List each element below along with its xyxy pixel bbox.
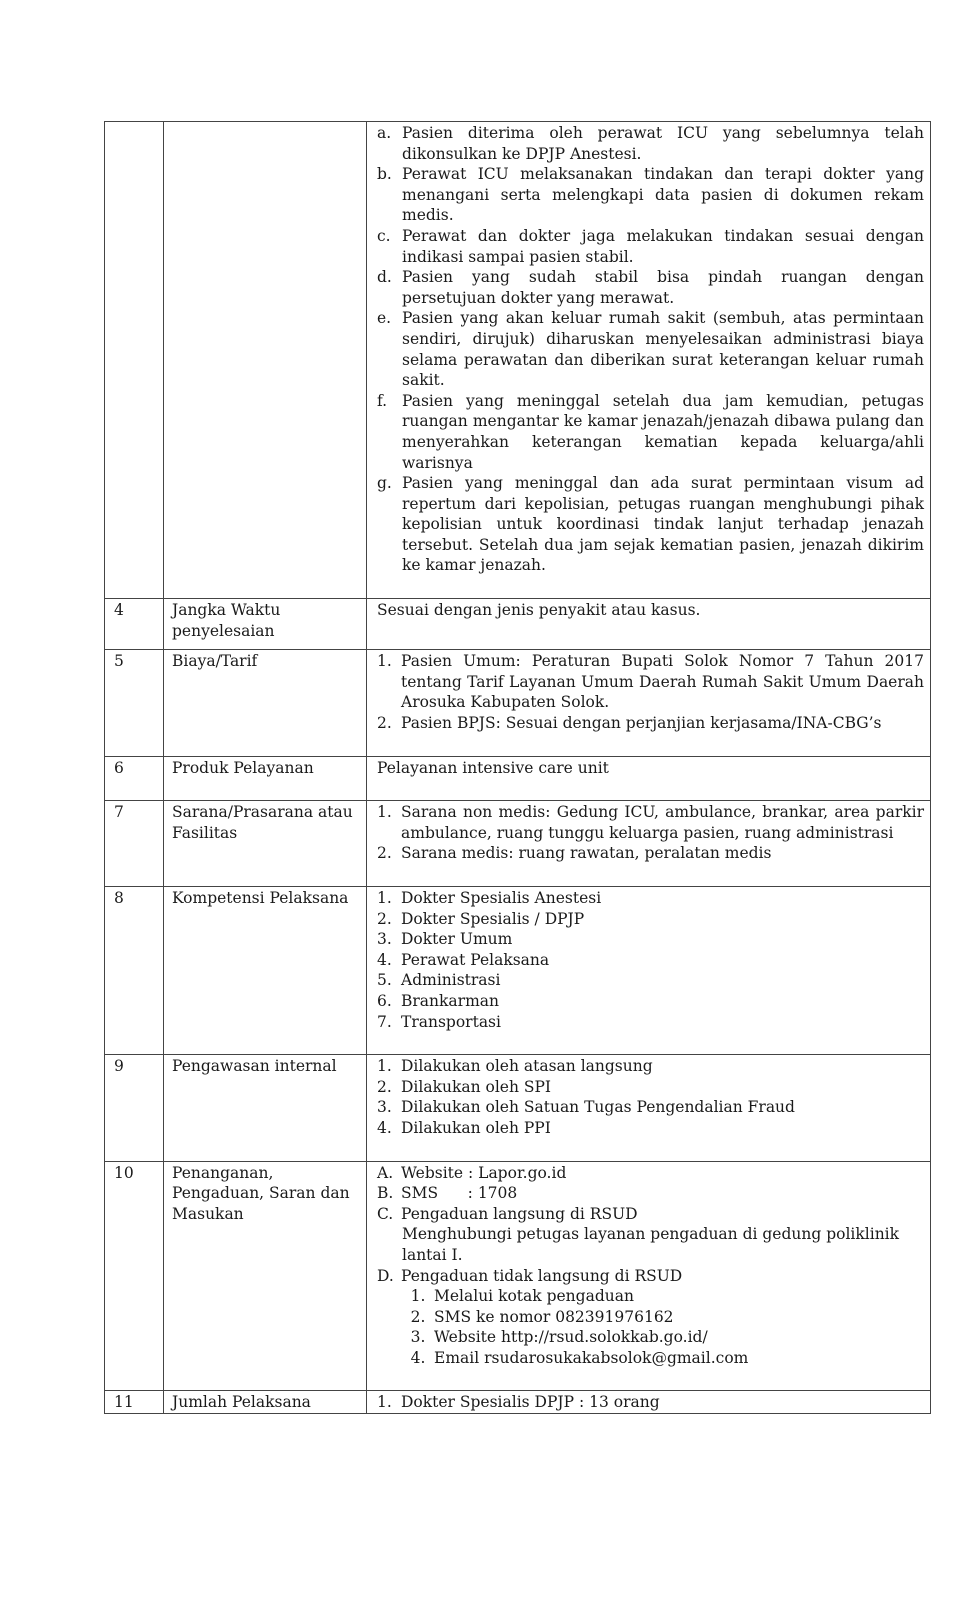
list-text: Pasien yang akan keluar rumah sakit (sembuh, atas permintaan sendiri, dirujuk) diharuskan menyelesaikan administrasi biaya selama perawatan dan diberikan surat keterangan keluar rumah sakit. <box>402 309 924 390</box>
row-label: Kompetensi Pelaksana <box>164 887 367 1055</box>
list-marker: 2. <box>377 909 392 928</box>
list-text: Email rsudarosukakabsolok@gmail.com <box>434 1348 749 1367</box>
table-row <box>105 1161 931 1391</box>
row-label: Jangka Waktu penyelesaian <box>164 599 367 650</box>
list-text: Dilakukan oleh PPI <box>401 1118 551 1137</box>
list-item <box>377 991 924 1012</box>
complaint-list <box>377 1163 924 1287</box>
row-label: Sarana/Prasarana atau Fasilitas <box>164 801 367 887</box>
row-content <box>367 650 931 756</box>
list-text: Dilakukan oleh atasan langsung <box>401 1057 653 1076</box>
list-item <box>377 391 924 473</box>
row-content: Sesuai dengan jenis penyakit atau kasus. <box>367 599 931 650</box>
list-item <box>377 164 924 226</box>
list-item <box>377 843 924 864</box>
list-text: Website : Lapor.go.id <box>401 1163 567 1182</box>
list-marker: 7. <box>377 1012 392 1031</box>
list-text: Sarana non medis: Gedung ICU, ambulance, brankar, area parkir ambulance, ruang tunggu keluarga pasien, ruang administrasi <box>401 803 924 842</box>
list-text: Pasien Umum: Peraturan Bupati Solok Nomor 7 Tahun 2017 tentang Tarif Layanan Umum Daerah Rumah Sakit Umum Daerah Arosuka Kabupaten Solok. <box>401 652 924 712</box>
list-marker: c. <box>377 226 391 245</box>
service-standard-table <box>104 121 931 1414</box>
list-text: Brankarman <box>401 991 499 1010</box>
list-marker: g. <box>377 474 392 493</box>
list-text: SMS ke nomor 082391976162 <box>434 1307 674 1326</box>
list-text: Dilakukan oleh SPI <box>401 1077 552 1096</box>
row-number: 5 <box>105 650 164 756</box>
list-item <box>402 1327 924 1348</box>
list-text: Pengaduan tidak langsung di RSUD <box>401 1266 683 1285</box>
list-item <box>377 1204 924 1225</box>
list-item <box>377 802 924 843</box>
list-item <box>377 473 924 576</box>
list-marker: 4. <box>377 950 392 969</box>
list-item <box>377 226 924 267</box>
list-text: Dilakukan oleh Satuan Tugas Pengendalian Fraud <box>401 1098 795 1117</box>
row-content <box>367 1391 931 1414</box>
list-marker: 4. <box>377 1118 392 1137</box>
list-text: Pasien BPJS: Sesuai dengan perjanjian kerjasama/INA-CBG’s <box>401 714 882 733</box>
row-label-cell <box>164 122 367 599</box>
table-row <box>105 599 931 650</box>
list-item <box>377 1163 924 1184</box>
list-marker: 6. <box>377 991 392 1010</box>
row-label: Jumlah Pelaksana <box>164 1391 367 1414</box>
indirect-complaint-list <box>402 1286 924 1368</box>
row-number: 6 <box>105 756 164 801</box>
list-item <box>377 1118 924 1139</box>
table-row <box>105 801 931 887</box>
list-item <box>377 1012 924 1033</box>
list-item <box>377 1056 924 1077</box>
list-marker: 2. <box>377 844 392 863</box>
row-number: 8 <box>105 887 164 1055</box>
row-number: 4 <box>105 599 164 650</box>
list-marker: 4. <box>410 1348 426 1367</box>
list-marker: 2. <box>410 1307 426 1326</box>
row-label: Produk Pelayanan <box>164 756 367 801</box>
procedure-list <box>377 123 924 576</box>
list-detail-text: Menghubungi petugas layanan pengaduan di gedung poliklinik lantai I. <box>402 1225 900 1264</box>
list-marker: 2. <box>377 714 392 733</box>
row-content <box>367 1161 931 1391</box>
list-marker: 5. <box>377 971 392 990</box>
list-text: Pasien yang meninggal dan ada surat permintaan visum ad repertum dari kepolisian, petugas ruangan menghubungi pihak kepolisian untuk koordinasi tindak lanjut terhadap jenazah tersebut. Setelah dua jam sejak kematian pasien, jenazah dikirim ke kamar jenazah. <box>402 474 924 575</box>
list-text: Perawat ICU melaksanakan tindakan dan terapi dokter yang menangani serta melengkapi data pasien di dokumen rekam medis. <box>402 165 924 225</box>
list-marker: f. <box>377 391 388 410</box>
list-marker: 2. <box>377 1077 392 1096</box>
list-marker: B. <box>377 1184 394 1203</box>
list-marker: 3. <box>377 930 392 949</box>
list-text: Administrasi <box>401 971 501 990</box>
row-content: Pelayanan intensive care unit <box>367 756 931 801</box>
list-item <box>377 267 924 308</box>
list-text: Dokter Spesialis DPJP : 13 orang <box>401 1393 660 1412</box>
list-item <box>402 1348 924 1369</box>
list-item <box>377 308 924 390</box>
list-text: Dokter Spesialis / DPJP <box>401 909 585 928</box>
list-text: Melalui kotak pengaduan <box>434 1287 634 1306</box>
table-row <box>105 756 931 801</box>
document-page <box>104 121 924 1414</box>
competency-list <box>377 888 924 1032</box>
list-item <box>377 929 924 950</box>
row-number: 11 <box>105 1391 164 1414</box>
table-row <box>105 1055 931 1161</box>
list-text: Dokter Umum <box>401 930 513 949</box>
row-label: Pengawasan internal <box>164 1055 367 1161</box>
list-item <box>377 909 924 930</box>
list-marker: 1. <box>377 1393 392 1412</box>
list-item <box>377 1077 924 1098</box>
list-item <box>377 1266 924 1287</box>
list-text: Perawat Pelaksana <box>401 950 550 969</box>
list-text: Website http://rsud.solokkab.go.id/ <box>434 1328 708 1347</box>
table-row <box>105 122 931 599</box>
list-text: Pasien diterima oleh perawat ICU yang sebelumnya telah dikonsulkan ke DPJP Anestesi. <box>402 124 924 163</box>
list-marker: 3. <box>377 1098 392 1117</box>
row-content <box>367 801 931 887</box>
facility-list <box>377 802 924 864</box>
list-text: Transportasi <box>401 1012 501 1031</box>
list-marker: 1. <box>377 1057 392 1076</box>
list-text: Pasien yang meninggal setelah dua jam kemudian, petugas ruangan mengantar ke kamar jenazah/jenazah dibawa pulang dan menyerahkan keterangan kematian kepada keluarga/ahli warisnya <box>402 391 924 472</box>
list-marker: d. <box>377 268 392 287</box>
list-marker: 3. <box>410 1328 426 1347</box>
row-content <box>367 887 931 1055</box>
list-item <box>377 1097 924 1118</box>
supervision-list <box>377 1056 924 1138</box>
list-marker: D. <box>377 1266 394 1285</box>
list-marker: 1. <box>377 889 392 907</box>
list-marker: C. <box>377 1204 394 1223</box>
row-number: 10 <box>105 1161 164 1391</box>
tariff-list <box>377 651 924 733</box>
list-item <box>377 888 924 909</box>
list-text: Perawat dan dokter jaga melakukan tindakan sesuai dengan indikasi sampai pasien stabil. <box>402 226 924 266</box>
list-item <box>377 713 924 734</box>
list-item <box>377 970 924 991</box>
row-label: Penanganan, Pengaduan, Saran dan Masukan <box>164 1161 367 1391</box>
list-text: Pengaduan langsung di RSUD <box>401 1204 638 1223</box>
list-marker: 1. <box>410 1287 426 1306</box>
list-item <box>377 1183 924 1204</box>
list-marker: b. <box>377 165 392 184</box>
list-marker: 1. <box>377 652 392 671</box>
list-text: Sarana medis: ruang rawatan, peralatan medis <box>401 844 772 863</box>
row-number-cell <box>105 122 164 599</box>
list-item <box>402 1307 924 1328</box>
row-label: Biaya/Tarif <box>164 650 367 756</box>
list-text: SMS : 1708 <box>401 1184 518 1203</box>
row-number: 7 <box>105 801 164 887</box>
list-item <box>377 1392 924 1413</box>
list-marker: 1. <box>377 803 392 822</box>
list-marker: a. <box>377 124 392 142</box>
row-content <box>367 1055 931 1161</box>
list-text: Pasien yang sudah stabil bisa pindah ruangan dengan persetujuan dokter yang merawat. <box>402 268 924 307</box>
table-row <box>105 887 931 1055</box>
list-item <box>377 123 924 164</box>
list-item <box>377 950 924 971</box>
table-row <box>105 650 931 756</box>
list-marker: A. <box>377 1163 394 1182</box>
list-marker: e. <box>377 309 392 328</box>
list-item <box>377 651 924 713</box>
staff-count-list <box>377 1392 924 1413</box>
row-number: 9 <box>105 1055 164 1161</box>
row-content-cell <box>367 122 931 599</box>
list-item <box>402 1286 924 1307</box>
table-row <box>105 1391 931 1414</box>
list-text: Dokter Spesialis Anestesi <box>401 889 602 907</box>
